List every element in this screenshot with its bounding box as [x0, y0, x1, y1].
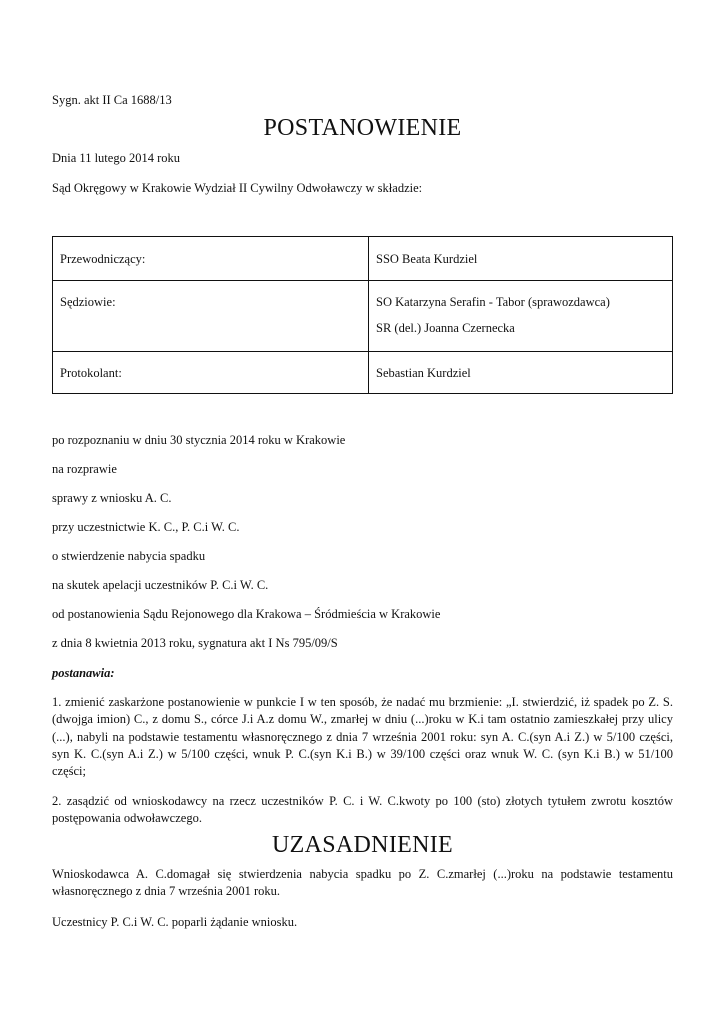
- panel-role-cell: [53, 352, 369, 394]
- body-line: od postanowienia Sądu Rejonowego dla Krakowa – Śródmieścia w Krakowie: [52, 607, 441, 621]
- body-line: o stwierdzenie nabycia spadku: [52, 549, 206, 563]
- justification-paragraph: Wnioskodawca A. C.domagał się stwierdzenia nabycia spadku po Z. C.zmarłej (...)roku na podstawie testamentu własnoręcznego z dnia 7 września 2001 roku.: [52, 867, 673, 899]
- document-title: POSTANOWIENIE: [263, 115, 462, 141]
- body-line: na skutek apelacji uczestników P. C.i W. C.: [52, 578, 269, 592]
- body-line: sprawy z wniosku A. C.: [52, 491, 172, 505]
- panel-name: SO Katarzyna Serafin - Tabor (sprawozdawca): [376, 295, 610, 309]
- court-composition-intro: Sąd Okręgowy w Krakowie Wydział II Cywilny Odwoławczy w składzie:: [52, 181, 423, 195]
- decision-point-2: 2. zasądzić od wnioskodawcy na rzecz uczestników P. C. i W. C.kwoty po 100 (sto) złotych tytułem zwrotu kosztów postępowania odwoławczego.: [52, 794, 673, 826]
- panel-role: Sędziowie:: [60, 295, 116, 309]
- panel-name: SSO Beata Kurdziel: [376, 252, 478, 266]
- body-line: z dnia 8 kwietnia 2013 roku, sygnatura akt I Ns 795/09/S: [52, 636, 338, 650]
- panel-names-cell: [369, 237, 673, 281]
- panel-row-presiding: [53, 237, 673, 281]
- decision-date: Dnia 11 lutego 2014 roku: [52, 151, 180, 165]
- body-line: na rozprawie: [52, 462, 117, 476]
- panel-role-cell: [53, 237, 369, 281]
- panel-row-judges: [53, 281, 673, 352]
- panel-name: SR (del.) Joanna Czernecka: [376, 321, 515, 335]
- panel-row-clerk: [53, 352, 673, 394]
- panel-names-cell: [369, 281, 673, 352]
- decision-label: postanawia:: [52, 666, 115, 680]
- body-line: przy uczestnictwie K. C., P. C.i W. C.: [52, 520, 240, 534]
- body-line: po rozpoznaniu w dniu 30 stycznia 2014 roku w Krakowie: [52, 433, 346, 447]
- court-panel-table: [52, 236, 673, 394]
- panel-name: Sebastian Kurdziel: [376, 366, 471, 380]
- panel-names-cell: [369, 352, 673, 394]
- justification-paragraph: Uczestnicy P. C.i W. C. poparli żądanie wniosku.: [52, 915, 298, 929]
- justification-title: UZASADNIENIE: [272, 832, 453, 858]
- decision-point-1: 1. zmienić zaskarżone postanowienie w punkcie I w ten sposób, że nadać mu brzmienie: „I. stwierdzić, iż spadek po Z. S.(dwojga imion) C., z domu S., córce J.i A.z domu W., zmarłej w dniu (...)roku w K.i tam ostatnio zamieszkałej przy ulicy (...), nabyli na podstawie testamentu własnoręcznego z dnia 7 września 2001 roku: syn A. C.(syn A.i Z.) w 5/100 części, syn K. C.(syn A.i Z.) w 5/100 części, wnuk P. C.(syn K.i B.) w 39/100 części oraz wnuk W. C. (syn K.i B.) w 51/100 części;: [52, 695, 673, 779]
- panel-role: Protokolant:: [60, 366, 122, 380]
- case-reference: Sygn. akt II Ca 1688/13: [52, 93, 172, 107]
- panel-role-cell: [53, 281, 369, 352]
- panel-role: Przewodniczący:: [60, 252, 146, 266]
